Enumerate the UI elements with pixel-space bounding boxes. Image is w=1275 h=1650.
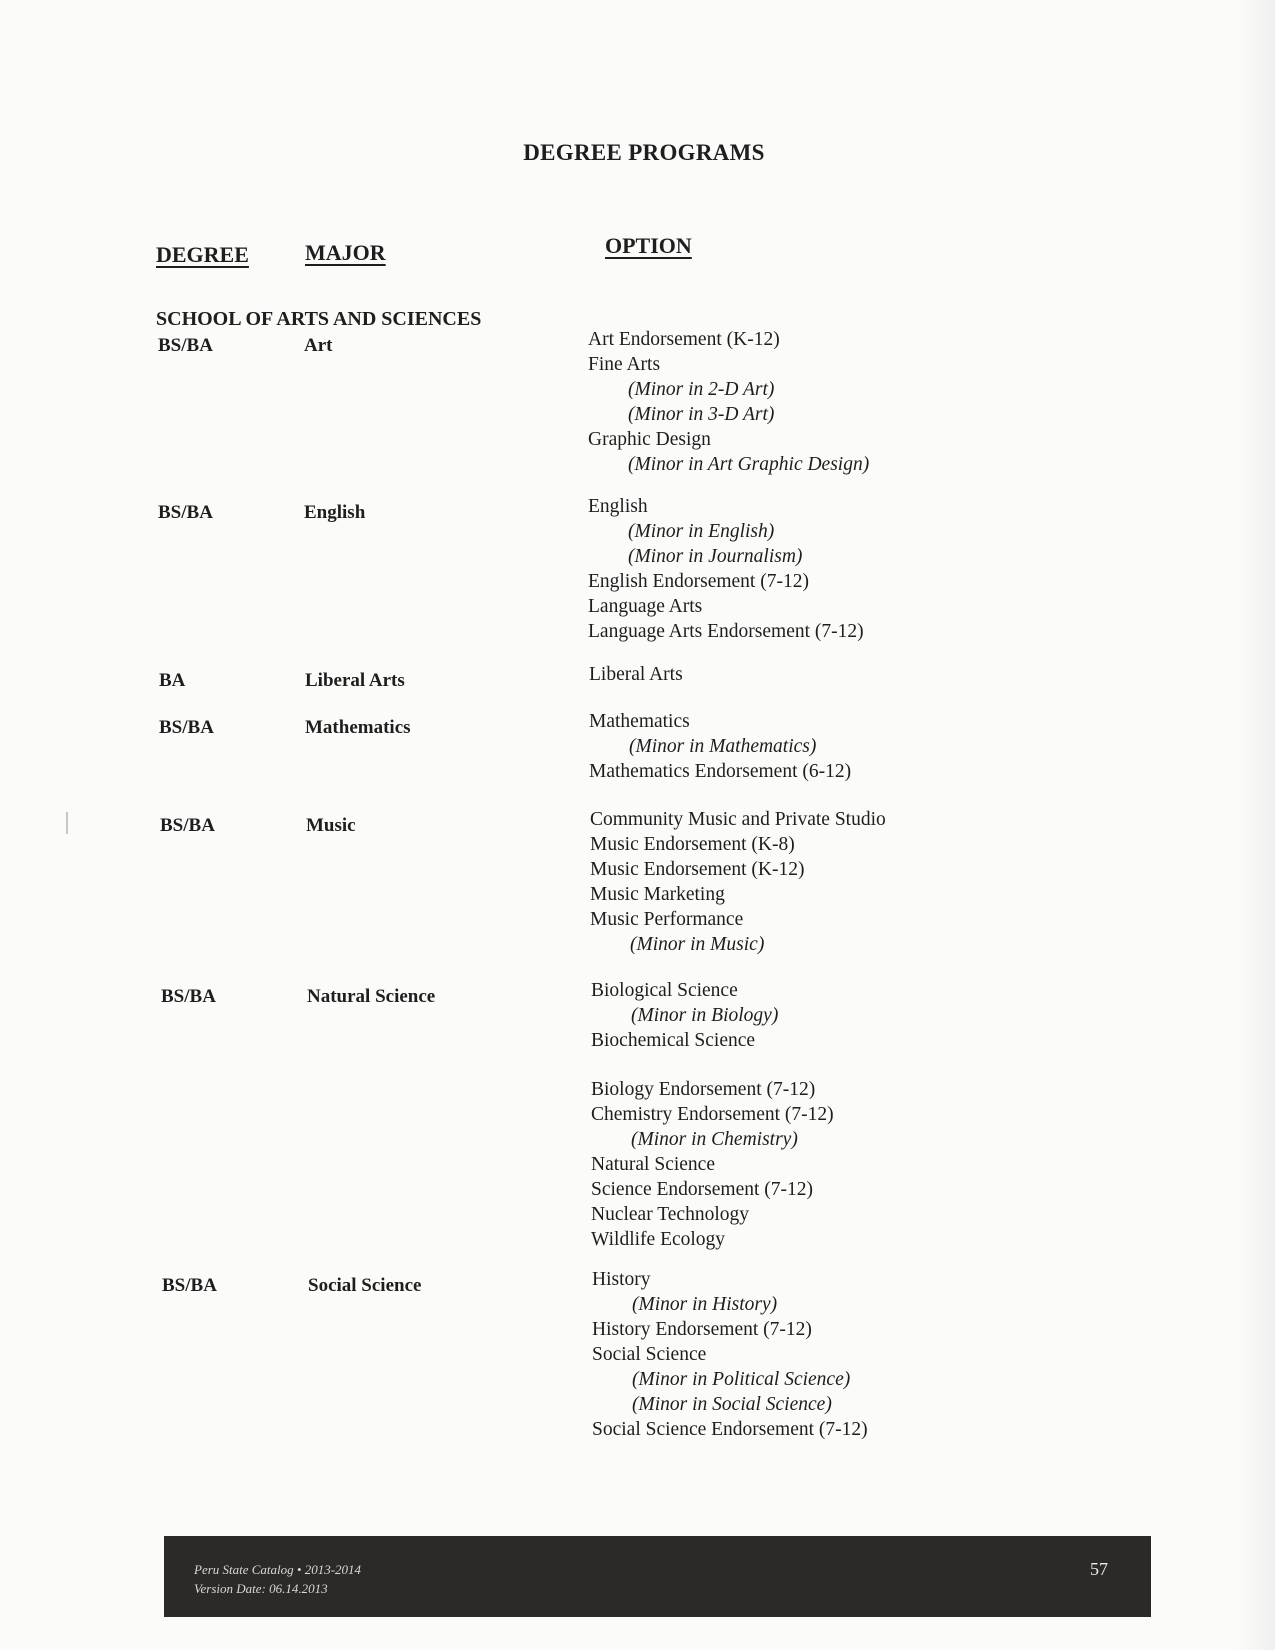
degree-cell: BS/BA bbox=[159, 717, 214, 738]
option-list bbox=[591, 978, 834, 1252]
option-item: English Endorsement (7-12) bbox=[588, 571, 809, 592]
option-item: Mathematics Endorsement (6-12) bbox=[589, 761, 852, 782]
degree-column-header: DEGREE bbox=[156, 242, 249, 267]
option-item: Biochemical Science bbox=[591, 1030, 756, 1051]
catalog-line: Peru State Catalog • 2013-2014 bbox=[194, 1562, 362, 1577]
option-item: Music Endorsement (K-12) bbox=[590, 859, 805, 880]
option-list bbox=[589, 662, 683, 687]
option-item: Graphic Design bbox=[588, 429, 711, 450]
footer-text bbox=[194, 1560, 361, 1598]
major-cell: Liberal Arts bbox=[305, 670, 405, 691]
binding-mark bbox=[66, 812, 68, 834]
degree-cell: BS/BA bbox=[160, 815, 215, 836]
option-item: Fine Arts bbox=[588, 354, 661, 375]
major-cell: Music bbox=[306, 815, 356, 836]
option-item: Art Endorsement (K-12) bbox=[588, 329, 780, 350]
option-list bbox=[590, 807, 886, 957]
page-edge-shadow bbox=[1235, 0, 1275, 1650]
option-item: Wildlife Ecology bbox=[591, 1229, 726, 1250]
option-item: Natural Science bbox=[591, 1154, 715, 1175]
option-item: Music Marketing bbox=[590, 884, 725, 905]
degree-cell: BS/BA bbox=[161, 986, 216, 1007]
minor-option: (Minor in Political Science) bbox=[632, 1369, 851, 1390]
minor-option: (Minor in English) bbox=[628, 521, 775, 542]
major-column-header: MAJOR bbox=[305, 240, 386, 265]
degree-cell: BS/BA bbox=[158, 502, 213, 523]
page-number: 57 bbox=[1090, 1559, 1108, 1579]
major-cell: Social Science bbox=[308, 1275, 422, 1296]
option-item: Language Arts Endorsement (7-12) bbox=[588, 621, 864, 642]
minor-option: (Minor in Journalism) bbox=[628, 546, 803, 567]
option-item: Social Science bbox=[592, 1344, 707, 1365]
option-item: Liberal Arts bbox=[589, 664, 683, 685]
page-footer bbox=[164, 1536, 1151, 1617]
minor-option: (Minor in Chemistry) bbox=[631, 1129, 798, 1150]
minor-option: (Minor in Art Graphic Design) bbox=[628, 454, 870, 475]
option-item: Community Music and Private Studio bbox=[590, 809, 886, 830]
option-item: Biological Science bbox=[591, 980, 738, 1001]
option-item: Science Endorsement (7-12) bbox=[591, 1179, 814, 1200]
option-list bbox=[588, 494, 864, 644]
option-column-header: OPTION bbox=[605, 233, 692, 258]
degree-cell: BS/BA bbox=[162, 1275, 217, 1296]
option-item: Social Science Endorsement (7-12) bbox=[592, 1419, 868, 1440]
minor-option: (Minor in Mathematics) bbox=[629, 736, 817, 757]
option-item: Biology Endorsement (7-12) bbox=[591, 1079, 816, 1100]
option-list bbox=[589, 709, 851, 784]
option-list bbox=[592, 1267, 868, 1442]
minor-option: (Minor in 3-D Art) bbox=[628, 404, 775, 425]
minor-option: (Minor in Music) bbox=[630, 934, 765, 955]
minor-option: (Minor in History) bbox=[632, 1294, 778, 1315]
major-cell: Art bbox=[304, 335, 333, 356]
page-title: DEGREE PROGRAMS bbox=[523, 140, 765, 165]
option-item: Language Arts bbox=[588, 596, 703, 617]
school-heading: SCHOOL OF ARTS AND SCIENCES bbox=[156, 308, 482, 330]
option-item: History Endorsement (7-12) bbox=[592, 1319, 812, 1340]
option-item: History bbox=[592, 1269, 651, 1290]
option-item: Music Performance bbox=[590, 909, 744, 930]
minor-option: (Minor in Biology) bbox=[631, 1005, 779, 1026]
minor-option: (Minor in 2-D Art) bbox=[628, 379, 775, 400]
option-item: Music Endorsement (K-8) bbox=[590, 834, 795, 855]
degree-cell: BS/BA bbox=[158, 335, 213, 356]
option-item: Mathematics bbox=[589, 711, 690, 732]
major-cell: Mathematics bbox=[305, 717, 411, 738]
option-item: Nuclear Technology bbox=[591, 1204, 750, 1225]
major-cell: English bbox=[304, 502, 366, 523]
degree-cell: BA bbox=[159, 670, 186, 691]
major-cell: Natural Science bbox=[307, 986, 436, 1007]
version-date: Version Date: 06.14.2013 bbox=[194, 1581, 328, 1596]
minor-option: (Minor in Social Science) bbox=[632, 1394, 832, 1415]
option-item bbox=[591, 1053, 834, 1077]
option-item: English bbox=[588, 496, 648, 517]
option-list bbox=[588, 327, 869, 477]
option-item: Chemistry Endorsement (7-12) bbox=[591, 1104, 834, 1125]
